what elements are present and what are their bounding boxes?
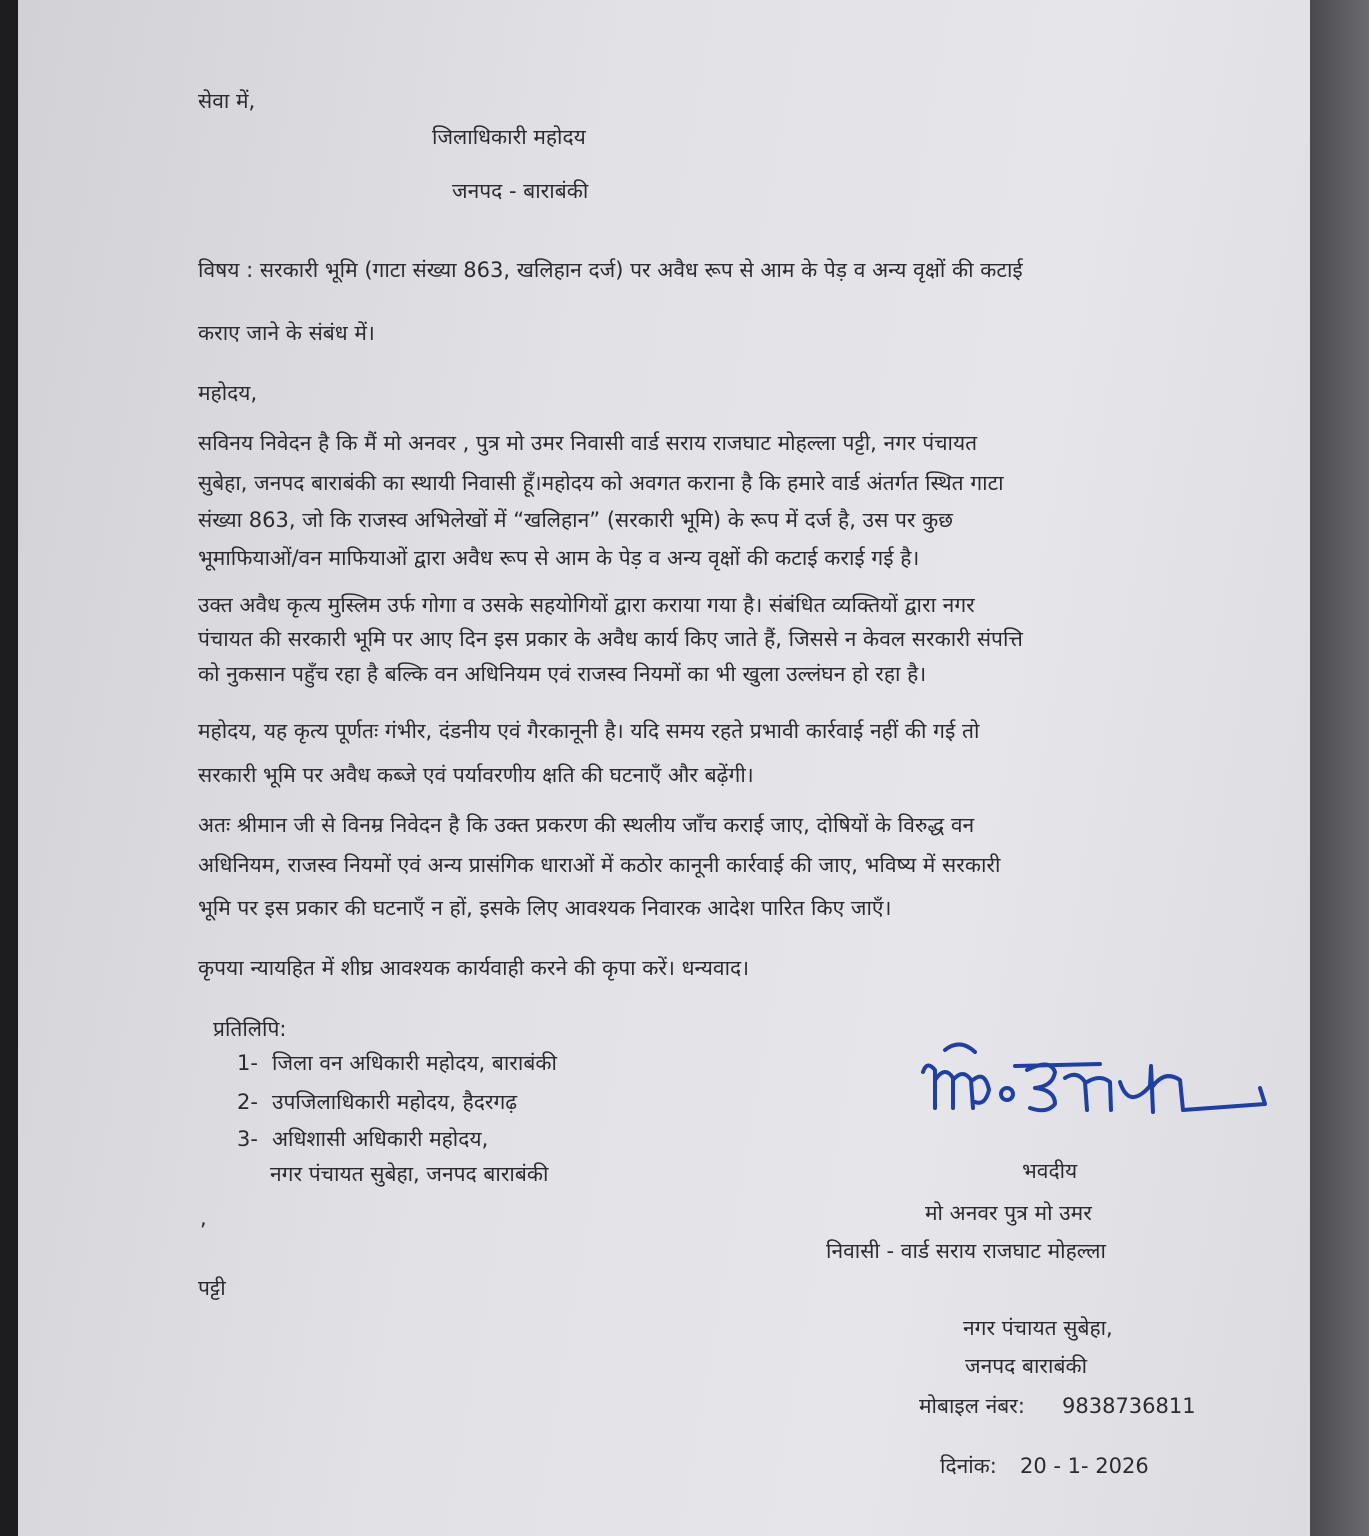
sender-address: नगर पंचायत सुबेहा, (963, 1316, 1113, 1340)
copy-to-item: अधिशासी अधिकारी महोदय, (272, 1127, 489, 1151)
background-right (1310, 0, 1369, 1536)
mobile-label: मोबाइल नंबर: (919, 1394, 1025, 1418)
paragraph-line: सुबेहा, जनपद बाराबंकी का स्थायी निवासी हूँ।महोदय को अवगत कराना है कि हमारे वार्ड अंतर्गत स्थित गाटा (198, 471, 1004, 495)
paragraph-line: को नुकसान पहुँच रहा है बल्कि वन अधिनियम एवं राजस्व नियमों का भी खुला उल्लंघन हो रहा है। (198, 662, 927, 686)
paragraph-line: कृपया न्यायहित में शीघ्र आवश्यक कार्यवाही करने की कृपा करें। धन्यवाद। (198, 956, 750, 980)
paragraph-line: सविनय निवेदन है कि मैं मो अनवर , पुत्र मो उमर निवासी वार्ड सराय राजघाट मोहल्ला पट्टी, नगर पंचायत (198, 431, 978, 455)
date-label: दिनांक: (940, 1454, 997, 1478)
copy-to-label: प्रतिलिपि: (213, 1017, 287, 1041)
greeting: महोदय, (198, 381, 258, 405)
paragraph-line: भूमि पर इस प्रकार की घटनाएँ न हों, इसके लिए आवश्यक निवारक आदेश पारित किए जाएँ। (198, 896, 892, 920)
sender-address: जनपद बाराबंकी (965, 1354, 1088, 1378)
sender-name: मो अनवर पुत्र मो उमर (925, 1201, 1092, 1225)
paragraph-line: अधिनियम, राजस्व नियमों एवं अन्य प्रासंगिक धाराओं में कठोर कानूनी कार्रवाई की जाए, भविष्य में सरकारी (198, 853, 1001, 877)
closing: भवदीय (1022, 1159, 1078, 1183)
sender-address: निवासी - वार्ड सराय राजघाट मोहल्ला (826, 1239, 1106, 1263)
copy-to-item: जिला वन अधिकारी महोदय, बाराबंकी (272, 1051, 557, 1075)
copy-to-item: उपजिलाधिकारी महोदय, हैदरगढ़ (272, 1090, 518, 1114)
paragraph-line: संख्या 863, जो कि राजस्व अभिलेखों में “खलिहान” (सरकारी भूमि) के रूप में दर्ज है, उस पर कुछ (198, 508, 953, 532)
subject-line: कराए जाने के संबंध में। (198, 321, 375, 345)
subject-line: विषय : सरकारी भूमि (गाटा संख्या 863, खलिहान दर्ज) पर अवैध रूप से आम के पेड़ व अन्य वृक्षों की कटाई (198, 258, 1023, 282)
paragraph-line: महोदय, यह कृत्य पूर्णतः गंभीर, दंडनीय एवं गैरकानूनी है। यदि समय रहते प्रभावी कार्रवाई नहीं की गई तो (198, 719, 980, 743)
paragraph-line: उक्त अवैध कृत्य मुस्लिम उर्फ गोगा व उसके सहयोगियों द्वारा कराया गया है। संबंधित व्यक्तियों द्वारा नगर (198, 593, 975, 617)
copy-to-number: 2- (237, 1090, 258, 1114)
recipient-title: जिलाधिकारी महोदय (432, 125, 586, 149)
paragraph-line: सरकारी भूमि पर अवैध कब्जे एवं पर्यावरणीय क्षति की घटनाएँ और बढ़ेंगी। (198, 763, 754, 787)
recipient-district: जनपद - बाराबंकी (452, 179, 589, 203)
background-left (0, 0, 18, 1536)
stray-word: पट्टी (198, 1276, 226, 1300)
paragraph-line: पंचायत की सरकारी भूमि पर आए दिन इस प्रकार के अवैध कार्य किए जाते हैं, जिससे न केवल सरकारी संपत्ति (198, 627, 1023, 651)
copy-to-item-cont: नगर पंचायत सुबेहा, जनपद बाराबंकी (270, 1162, 549, 1186)
copy-to-number: 1- (237, 1051, 258, 1075)
mobile-number: 9838736811 (1062, 1394, 1196, 1418)
paragraph-line: भूमाफियाओं/वन माफियाओं द्वारा अवैध रूप से आम के पेड़ व अन्य वृक्षों की कटाई कराई गई है। (198, 546, 920, 570)
handwritten-signature (915, 1030, 1275, 1130)
stray-comma: , (200, 1206, 207, 1230)
date-value: 20 - 1- 2026 (1020, 1454, 1149, 1478)
copy-to-number: 3- (237, 1127, 258, 1151)
paragraph-line: अतः श्रीमान जी से विनम्र निवेदन है कि उक्त प्रकरण की स्थलीय जाँच कराई जाए, दोषियों के विरुद्ध वन (198, 813, 975, 837)
salutation-to: सेवा में, (198, 89, 256, 113)
